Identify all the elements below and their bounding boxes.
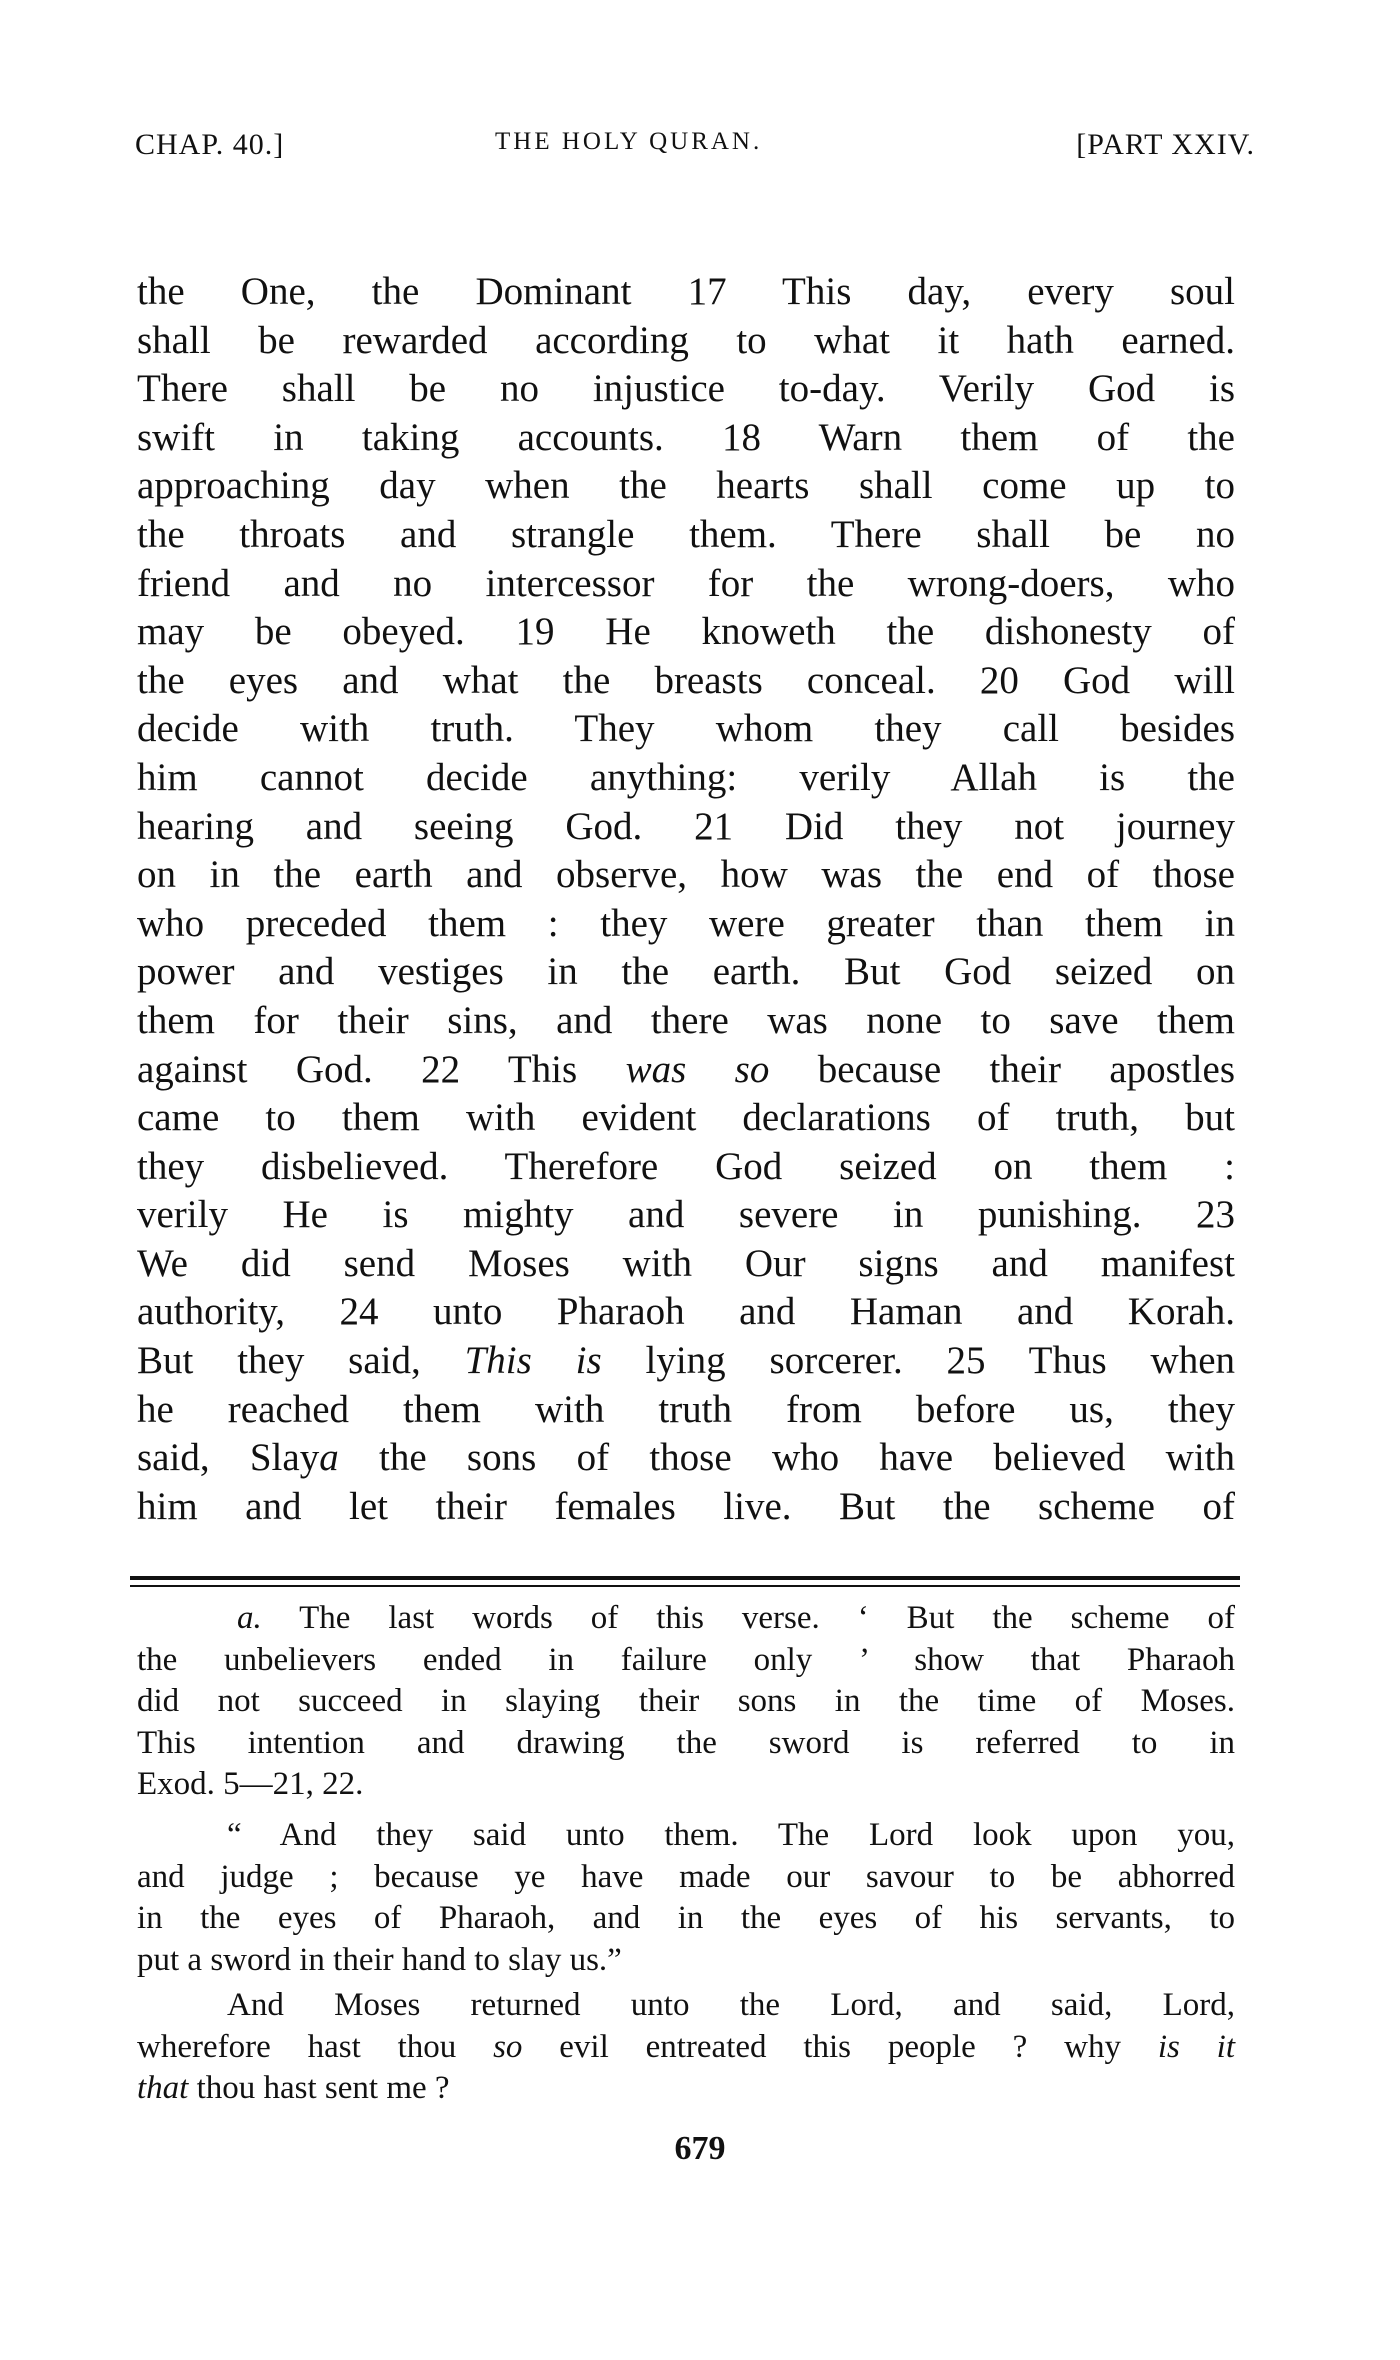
page-number: 679 — [674, 2130, 726, 2167]
text-line: against God. 22 This was so because their apostles — [137, 1047, 1236, 1091]
text-line: decide with truth. They whom they call besides — [137, 707, 1235, 751]
text-line: We did send Moses with Our signs and manifest — [137, 1241, 1235, 1285]
footnote-line: And Moses returned unto the Lord, and said, Lord, — [227, 1987, 1235, 2023]
footnote-quote-1 — [137, 1815, 1235, 1981]
footnote-line: put a sword in their hand to slay us.” — [137, 1941, 622, 1978]
part-label: [PART XXIV. — [1076, 128, 1255, 161]
text-line: him cannot decide anything: verily Allah is the — [137, 755, 1235, 799]
text-line: him and let their females live. But the scheme of — [137, 1484, 1235, 1528]
footnote-line: a. The last words of this verse. ‘ But the scheme of — [237, 1600, 1236, 1636]
italic-phrase: is it — [1157, 2028, 1236, 2065]
footnote-line: in the eyes of Pharaoh, and in the eyes of his servants, to — [137, 1900, 1235, 1936]
main-text — [137, 268, 1235, 1531]
text-line: authority, 24 unto Pharaoh and Haman and Korah. — [137, 1290, 1235, 1334]
italic-phrase: This is — [464, 1339, 602, 1383]
footnote-line: the unbelievers ended in failure only ’ show that Pharaoh — [137, 1641, 1235, 1678]
text-line: the eyes and what the breasts conceal. 20 God will — [137, 658, 1235, 702]
text-line: hearing and seeing God. 21 Did they not journey — [137, 804, 1235, 848]
footnote-marker: a. — [237, 1600, 262, 1636]
text-line: There shall be no injustice to-day. Verily God is — [137, 367, 1235, 411]
text-line: swift in taking accounts. 18 Warn them of the — [137, 415, 1235, 459]
footnote-line: “ And they said unto them. The Lord look upon you, — [227, 1817, 1235, 1853]
text-line: said, Slaya the sons of those who have believed with — [137, 1436, 1236, 1480]
text-line: the throats and strangle them. There shall be no — [137, 512, 1235, 556]
footnote-divider — [130, 1576, 1240, 1580]
text-line: friend and no intercessor for the wrong-doers, who — [137, 561, 1235, 605]
footnote-line: that thou hast sent me ? — [137, 2070, 450, 2106]
italic-phrase: was so — [625, 1047, 770, 1091]
footnote-a — [137, 1598, 1235, 1806]
text-line: power and vestiges in the earth. But God seized on — [137, 950, 1235, 994]
chapter-label: CHAP. 40.] — [135, 128, 285, 161]
text-line: who preceded them : they were greater than them in — [137, 901, 1235, 945]
text-line: on in the earth and observe, how was the end of those — [137, 853, 1235, 897]
footnote-line: did not succeed in slaying their sons in the time of Moses. — [137, 1683, 1235, 1719]
book-title: THE HOLY QURAN. — [495, 128, 763, 155]
footnote-line: This intention and drawing the sword is referred to in — [137, 1724, 1235, 1761]
footnote-quote-2 — [137, 1985, 1235, 2110]
running-head — [135, 128, 1255, 178]
footnote-line: and judge ; because ye have made our savour to be abhorred — [137, 1858, 1235, 1895]
text-line: shall be rewarded according to what it hath earned. — [137, 318, 1235, 362]
text-line: they disbelieved. Therefore God seized on them : — [137, 1144, 1235, 1188]
footnote-divider-thin — [130, 1585, 1240, 1587]
text-line: came to them with evident declarations of truth, but — [137, 1096, 1235, 1140]
text-line: may be obeyed. 19 He knoweth the dishonesty of — [137, 610, 1235, 654]
italic-phrase: that — [137, 2070, 189, 2106]
footnote-marker: a — [319, 1436, 339, 1480]
text-line: he reached them with truth from before us, they — [137, 1387, 1235, 1431]
footnote-line: Exod. 5—21, 22. — [137, 1766, 364, 1802]
text-line: verily He is mighty and severe in punishing. 23 — [137, 1193, 1235, 1237]
italic-phrase: so — [493, 2028, 523, 2065]
text-line: But they said, This is lying sorcerer. 25 Thus when — [137, 1339, 1235, 1383]
text-line: approaching day when the hearts shall come up to — [137, 464, 1235, 508]
text-line: them for their sins, and there was none to save them — [137, 998, 1235, 1042]
footnote-line: wherefore hast thou so evil entreated this people ? why is it — [137, 2028, 1236, 2065]
text-line: the One, the Dominant 17 This day, every soul — [137, 270, 1235, 313]
